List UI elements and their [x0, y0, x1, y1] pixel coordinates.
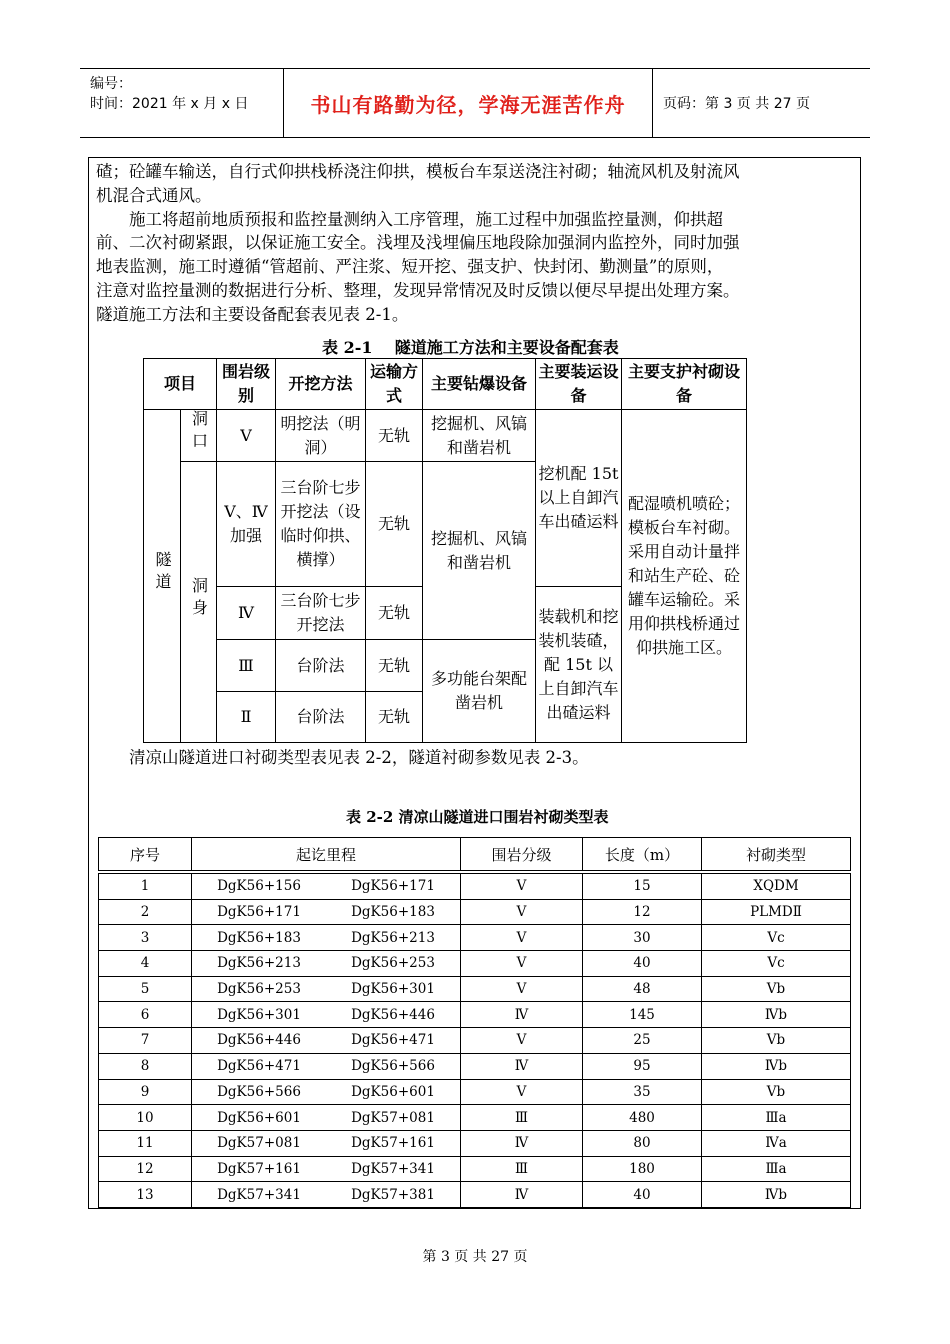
table-cell: 7: [99, 1028, 192, 1054]
table-row: [99, 899, 851, 925]
start-mileage: DgK56+183: [217, 929, 301, 946]
text-line: 机混合式通风。: [96, 185, 212, 205]
end-mileage: DgK56+183: [351, 904, 435, 921]
end-mileage: DgK56+301: [351, 981, 435, 998]
table-row: [99, 1079, 851, 1105]
table-cell: 8: [99, 1053, 192, 1079]
paragraph-2: [129, 746, 849, 770]
table-row: [99, 951, 851, 977]
table-cell: Ⅴ: [217, 410, 276, 462]
table-cell: 95: [583, 1053, 702, 1079]
table-cell: 10: [99, 1105, 192, 1131]
portal-cell: [181, 410, 217, 462]
date-label: 时间：2021 年 x 月 x 日: [90, 96, 249, 112]
table-cell: Ⅴc: [702, 951, 851, 977]
table-row: [99, 1028, 851, 1054]
table-cell: 无轨: [366, 462, 423, 587]
end-mileage: DgK57+081: [351, 1109, 435, 1126]
table-cell: Ⅳa: [702, 1130, 851, 1156]
table-cell: 35: [583, 1079, 702, 1105]
end-mileage: DgK56+566: [351, 1058, 435, 1075]
table-cell: 无轨: [366, 640, 423, 692]
table-row: [99, 1156, 851, 1182]
mileage-range-cell: [192, 1130, 461, 1156]
mileage-range-cell: [192, 976, 461, 1002]
table-row: [99, 1105, 851, 1131]
table-cell: 12: [99, 1156, 192, 1182]
text-line: 清凉山隧道进口衬砌类型表见表 2-2，隧道衬砌参数见表 2-3。: [129, 748, 589, 767]
header-page-label: 页码：第 3 页 共 27 页: [663, 96, 810, 112]
portal-label: 洞口: [189, 410, 209, 454]
table-cell: 145: [583, 1002, 702, 1028]
table-cell: 48: [583, 976, 702, 1002]
table-cell: 6: [99, 1002, 192, 1028]
page-header: [80, 68, 870, 138]
table-cell: Ⅴ、Ⅳ加强: [217, 462, 276, 587]
end-mileage: DgK56+601: [351, 1083, 435, 1100]
mileage-range-cell: [192, 1105, 461, 1131]
table-cell: 40: [583, 1182, 702, 1208]
text-line: 施工将超前地质预报和监控量测纳入工序管理，施工过程中加强监控量测，仰拱超: [129, 209, 723, 229]
table-cell: Ⅳb: [702, 1182, 851, 1208]
mileage-range-cell: [192, 899, 461, 925]
table-cell: 台阶法: [276, 640, 366, 692]
table-cell: Ⅲ: [461, 1105, 583, 1131]
end-mileage: DgK56+171: [351, 878, 435, 895]
mileage-range-cell: [192, 1002, 461, 1028]
start-mileage: DgK56+566: [217, 1083, 301, 1100]
text-line: 碴；砼罐车输送，自行式仰拱栈桥浇注仰拱，模板台车泵送浇注衬砌；轴流风机及射流风: [96, 162, 740, 181]
start-mileage: DgK56+601: [217, 1109, 301, 1126]
start-mileage: DgK57+341: [217, 1186, 301, 1203]
end-mileage: DgK57+381: [351, 1186, 435, 1203]
mileage-range-cell: [192, 925, 461, 951]
start-mileage: DgK57+081: [217, 1135, 301, 1152]
table-cell: PLMDⅡ: [702, 899, 851, 925]
table-cell: Ⅲ: [461, 1156, 583, 1182]
header-cell: 长度（m）: [583, 838, 702, 871]
table-row: [99, 874, 851, 900]
start-mileage: DgK56+471: [217, 1058, 301, 1075]
end-mileage: DgK56+253: [351, 955, 435, 972]
header-cell: 开挖方法: [276, 359, 366, 410]
table-cell: 装载机和挖装机装碴，配 15t 以上自卸汽车出碴运料: [536, 587, 622, 743]
mileage-range-cell: [192, 1053, 461, 1079]
table-row: [99, 1182, 851, 1208]
table-cell: 4: [99, 951, 192, 977]
table-cell: Ⅳ: [461, 1053, 583, 1079]
end-mileage: DgK57+161: [351, 1135, 435, 1152]
header-cell: 项目: [144, 359, 217, 410]
table-cell: 3: [99, 925, 192, 951]
header-cell: 衬砌类型: [702, 838, 851, 871]
table-cell: 明挖法（明洞）: [276, 410, 366, 462]
table-cell: 11: [99, 1130, 192, 1156]
table-cell: Ⅱ: [217, 692, 276, 743]
table-cell: Ⅴ: [461, 976, 583, 1002]
table-cell: 30: [583, 925, 702, 951]
table-cell: Ⅴb: [702, 1079, 851, 1105]
table-cell: Ⅳ: [461, 1182, 583, 1208]
start-mileage: DgK56+213: [217, 955, 301, 972]
table-cell: 480: [583, 1105, 702, 1131]
table-row: [99, 1053, 851, 1079]
table-cell: Ⅳb: [702, 1002, 851, 1028]
table-cell: 无轨: [366, 587, 423, 640]
table-cell: 无轨: [366, 410, 423, 462]
table-cell: Ⅳ: [461, 1130, 583, 1156]
table-cell: 13: [99, 1182, 192, 1208]
equipment-table: [143, 358, 747, 743]
mileage-range-cell: [192, 1028, 461, 1054]
table-cell: Ⅲ: [217, 640, 276, 692]
mileage-range-cell: [192, 1156, 461, 1182]
table-row: [99, 1130, 851, 1156]
table-cell: XQDM: [702, 874, 851, 900]
text-line: 注意对监控量测的数据进行分析、整理，发现异常情况及时反馈以便尽早提出处理方案。: [96, 280, 740, 300]
table-cell: 三台阶七步开挖法（设临时仰拱、横撑）: [276, 462, 366, 587]
mileage-range-cell: [192, 874, 461, 900]
table-row: [99, 925, 851, 951]
table-cell: 40: [583, 951, 702, 977]
start-mileage: DgK56+446: [217, 1032, 301, 1049]
table-cell: 80: [583, 1130, 702, 1156]
body-part-cell: [181, 462, 217, 743]
header-cell: 围岩分级: [461, 838, 583, 871]
tunnel-cell: [144, 410, 181, 743]
mileage-range-cell: [192, 951, 461, 977]
header-cell: 主要装运设备: [536, 359, 622, 410]
start-mileage: DgK56+301: [217, 1006, 301, 1023]
table-cell: 1: [99, 874, 192, 900]
table-cell: Ⅴ: [461, 925, 583, 951]
page-footer: 第 3 页 共 27 页: [422, 1249, 528, 1265]
table-cell: Ⅴc: [702, 925, 851, 951]
table-cell: Ⅲa: [702, 1156, 851, 1182]
start-mileage: DgK57+161: [217, 1160, 301, 1177]
table-cell: 台阶法: [276, 692, 366, 743]
table-cell: Ⅳb: [702, 1053, 851, 1079]
table-cell: Ⅳ: [461, 1002, 583, 1028]
lining-table: [98, 837, 851, 1208]
start-mileage: DgK56+171: [217, 904, 301, 921]
start-mileage: DgK56+156: [217, 878, 301, 895]
table-cell: Ⅴb: [702, 1028, 851, 1054]
table-cell: 挖掘机、风镐和凿岩机: [423, 462, 536, 640]
table-cell: Ⅳ: [217, 587, 276, 640]
header-cell: 序号: [99, 838, 192, 871]
table2-caption: 表 2-2 清凉山隧道进口围岩衬砌类型表: [346, 808, 609, 826]
header-meta: [80, 69, 284, 137]
table-cell: 12: [583, 899, 702, 925]
header-cell: 围岩级别: [217, 359, 276, 410]
start-mileage: DgK56+253: [217, 981, 301, 998]
end-mileage: DgK57+341: [351, 1160, 435, 1177]
table-cell: 挖掘机、风镐和凿岩机: [423, 410, 536, 462]
end-mileage: DgK56+471: [351, 1032, 435, 1049]
header-cell: 主要钻爆设备: [423, 359, 536, 410]
table-cell: 多功能台架配凿岩机: [423, 640, 536, 743]
end-mileage: DgK56+213: [351, 929, 435, 946]
table-cell: Ⅴ: [461, 874, 583, 900]
header-cell: 运输方式: [366, 359, 423, 410]
table-cell: Ⅴ: [461, 1079, 583, 1105]
text-line: 地表监测，施工时遵循“管超前、严注浆、短开挖、强支护、快封闭、勤测量”的原则，: [96, 257, 724, 277]
table-row: [99, 1002, 851, 1028]
table-cell: 配湿喷机喷砼；模板台车衬砌。采用自动计量拌和站生产砼、砼罐车运输砼。采用仰拱栈桥通过仰拱施工区。: [622, 410, 747, 743]
table-cell: 无轨: [366, 692, 423, 743]
body-part-label: 洞身: [189, 576, 209, 621]
header-motto: 书山有路勤为径，学海无涯苦作舟: [284, 69, 653, 137]
paragraph-1: [96, 160, 856, 327]
tunnel-label: 隧道: [153, 550, 172, 595]
text-line: 隧道施工方法和主要设备配套表见表 2-1。: [96, 304, 409, 324]
header-cell: 起讫里程: [192, 838, 461, 871]
table-cell: Ⅴb: [702, 976, 851, 1002]
table-cell: 15: [583, 874, 702, 900]
table-cell: Ⅴ: [461, 951, 583, 977]
table1-caption: 表 2-1 隧道施工方法和主要设备配套表: [322, 338, 619, 357]
code-label: 编号：: [90, 76, 132, 92]
table-cell: 9: [99, 1079, 192, 1105]
table-cell: Ⅴ: [461, 1028, 583, 1054]
text-line: 前、二次衬砌紧跟，以保证施工安全。浅埋及浅埋偏压地段除加强洞内监控外，同时加强: [96, 233, 740, 253]
mileage-range-cell: [192, 1182, 461, 1208]
table-cell: 2: [99, 899, 192, 925]
table-cell: 25: [583, 1028, 702, 1054]
table-cell: Ⅲa: [702, 1105, 851, 1131]
mileage-range-cell: [192, 1079, 461, 1105]
table-cell: 三台阶七步开挖法: [276, 587, 366, 640]
table-cell: 180: [583, 1156, 702, 1182]
table-cell: 挖机配 15t 以上自卸汽车出碴运料: [536, 410, 622, 587]
table-row: [99, 976, 851, 1002]
table-cell: Ⅴ: [461, 899, 583, 925]
end-mileage: DgK56+446: [351, 1006, 435, 1023]
table-cell: 5: [99, 976, 192, 1002]
header-cell: 主要支护衬砌设备: [622, 359, 747, 410]
